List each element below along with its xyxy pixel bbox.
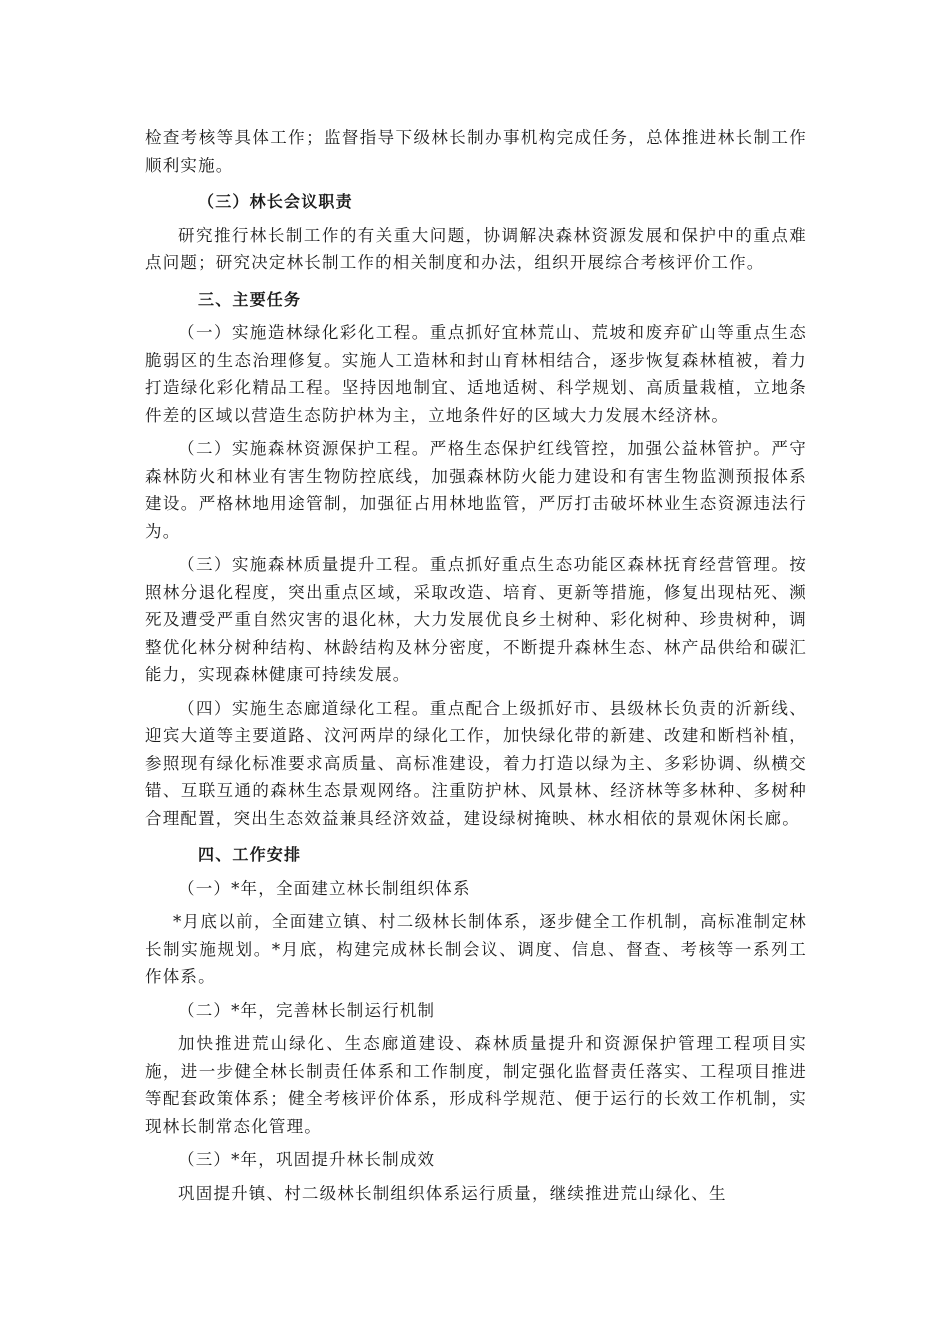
paragraph-task-forest-protection: （二）实施森林资源保护工程。严格生态保护红线管控，加强公益林管护。严守森林防火和林业有害生物防控底线，加强森林防火能力建设和有害生物监测预报体系建设。严格林地用途管制，加强征占用林地监管，严厉打击破坏林业生态资源违法行为。 [145, 439, 807, 541]
subheading-year-two: （二）*年，完善林长制运行机制 [178, 1000, 436, 1020]
paragraph-duties-continued: 检查考核等具体工作；监督指导下级林长制办事机构完成任务，总体推进林长制工作顺利实施。 [145, 128, 807, 175]
subheading-year-one: （一）*年，全面建立林长制组织体系 [178, 878, 471, 898]
paragraph-year-three: 巩固提升镇、村二级林长制组织体系运行质量，继续推进荒山绿化、生 [178, 1183, 727, 1203]
paragraph-task-forest-quality: （三）实施森林质量提升工程。重点抓好重点生态功能区森林抚育经营管理。按照林分退化程度，突出重点区域，采取改造、培育、更新等措施，修复出现枯死、濒死及遭受严重自然灾害的退化林，大力发展优良乡土树种、彩化树种、珍贵树种，调整优化林分树种结构、林龄结构及林分密度，不断提升森林生态、林产品供给和碳汇能力，实现森林健康可持续发展。 [145, 555, 807, 684]
paragraph-meeting-duties: 研究推行林长制工作的有关重大问题，协调解决森林资源发展和保护中的重点难点问题；研究决定林长制工作的相关制度和办法，组织开展综合考核评价工作。 [145, 225, 807, 272]
document-page [145, 124, 807, 1207]
heading-work-arrangement: 四、工作安排 [198, 845, 302, 864]
paragraph-year-two: 加快推进荒山绿化、生态廊道建设、森林质量提升和资源保护管理工程项目实施，进一步健全林长制责任体系和工作制度，制定强化监督责任落实、工程项目推进等配套政策体系；健全考核评价体系，形成科学规范、便于运行的长效工作机制，实现林长制常态化管理。 [145, 1034, 807, 1136]
paragraph-year-one: *月底以前，全面建立镇、村二级林长制体系，逐步健全工作机制，高标准制定林长制实施规划。*月底，构建完成林长制会议、调度、信息、督查、考核等一系列工作体系。 [145, 912, 807, 986]
paragraph-task-afforestation: （一）实施造林绿化彩化工程。重点抓好宜林荒山、荒坡和废弃矿山等重点生态脆弱区的生态治理修复。实施人工造林和封山育林相结合，逐步恢复森林植被，着力打造绿化彩化精品工程。坚持因地制宜、适地适树、科学规划、高质量栽植，立地条件差的区域以营造生态防护林为主，立地条件好的区域大力发展木经济林。 [145, 323, 807, 425]
paragraph-task-ecological-corridor: （四）实施生态廊道绿化工程。重点配合上级抓好市、县级林长负责的沂新线、迎宾大道等主要道路、汶河两岸的绿化工作，加快绿化带的新建、改建和断档补植，参照现有绿化标准要求高质量、高标准建设，着力打造以绿为主、多彩协调、纵横交错、互联互通的森林生态景观网络。注重防护林、风景林、经济林等多林种、多树种合理配置，突出生态效益兼具经济效益，建设绿树掩映、林水相依的景观休闲长廊。 [145, 698, 807, 828]
heading-meeting-duties: （三）林长会议职责 [198, 192, 353, 211]
subheading-year-three: （三）*年，巩固提升林长制成效 [178, 1150, 436, 1169]
heading-main-tasks: 三、主要任务 [198, 289, 302, 309]
